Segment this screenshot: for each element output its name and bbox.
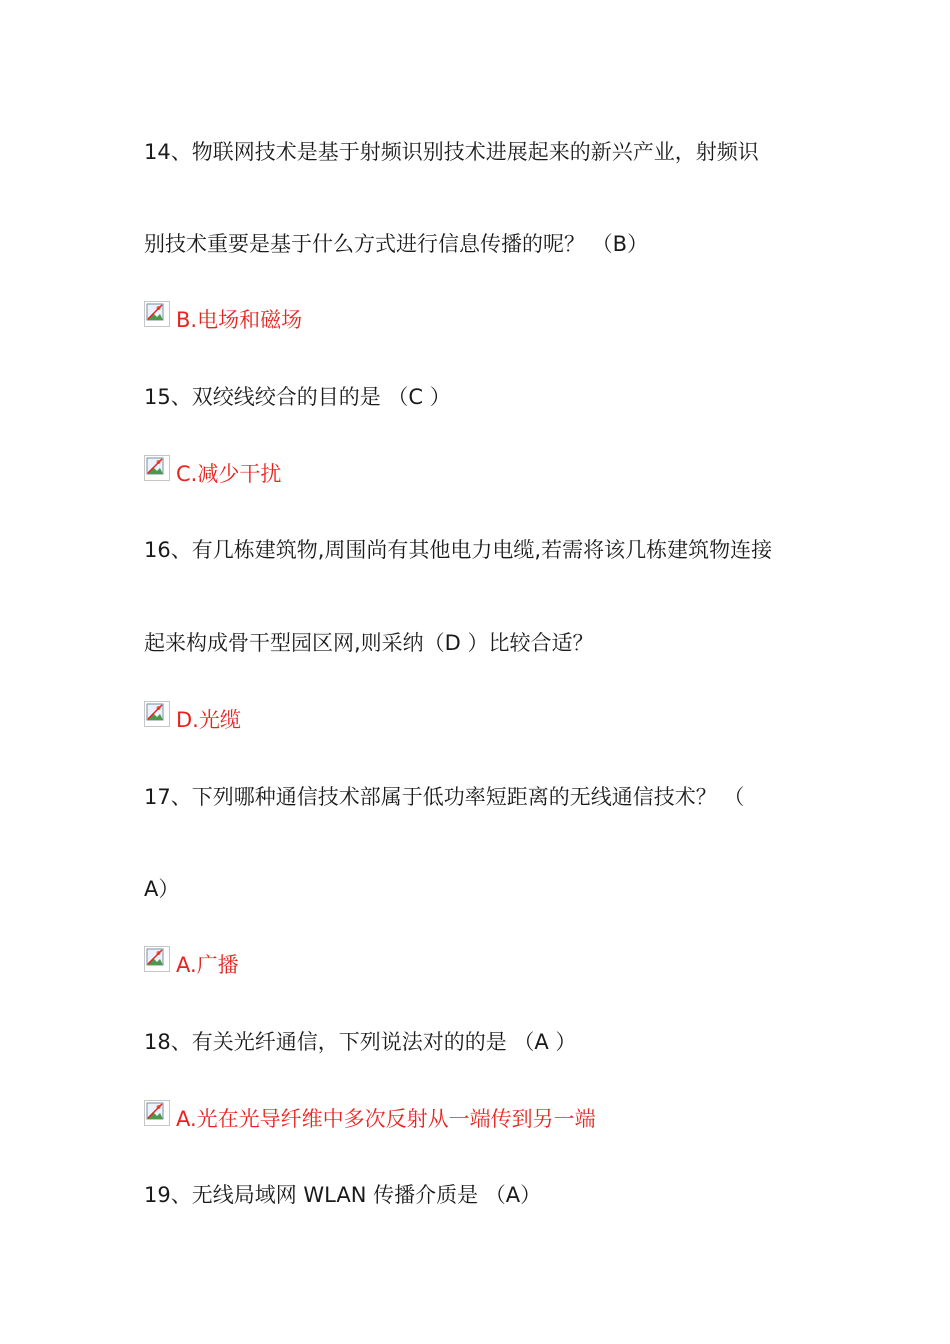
question-17-line-1: 17、下列哪种通信技术部属于低功率短距离的无线通信技术？ （ (144, 785, 745, 809)
answer-14 (144, 306, 302, 334)
answer-17 (144, 951, 239, 979)
answer-16-text: D.光缆 (176, 708, 241, 732)
question-14-line-1: 14、物联网技术是基于射频识别技术进展起来的新兴产业，射频识 (144, 140, 759, 164)
broken-image-icon (144, 455, 170, 481)
answer-15 (144, 460, 281, 488)
answer-14-text: B.电场和磁场 (176, 308, 303, 332)
question-18-line-1: 18、有关光纤通信，下列说法对的的是 （A ） (144, 1030, 577, 1054)
question-16-line-2: 起来构成骨干型园区网,则采纳（D ）比较合适？ (144, 631, 594, 655)
broken-image-icon (144, 1100, 170, 1126)
answer-17-text: A.广播 (176, 953, 239, 977)
question-14-line-2: 别技术重要是基于什么方式进行信息传播的呢？ （B） (144, 232, 649, 256)
question-15-line-1: 15、双绞线绞合的目的是 （C ） (144, 385, 451, 409)
broken-image-icon (144, 701, 170, 727)
question-19-line-1: 19、无线局域网 WLAN 传播介质是 （A） (144, 1183, 542, 1207)
answer-18-text: A.光在光导纤维中多次反射从一端传到另一端 (176, 1107, 596, 1131)
broken-image-icon (144, 946, 170, 972)
answer-15-text: C.减少干扰 (176, 462, 282, 486)
answer-16 (144, 706, 241, 734)
question-16-line-1: 16、有几栋建筑物,周围尚有其他电力电缆,若需将该几栋建筑物连接 (144, 538, 773, 562)
answer-18 (144, 1105, 596, 1133)
question-17-line-2: A） (144, 877, 180, 901)
broken-image-icon (144, 301, 170, 327)
